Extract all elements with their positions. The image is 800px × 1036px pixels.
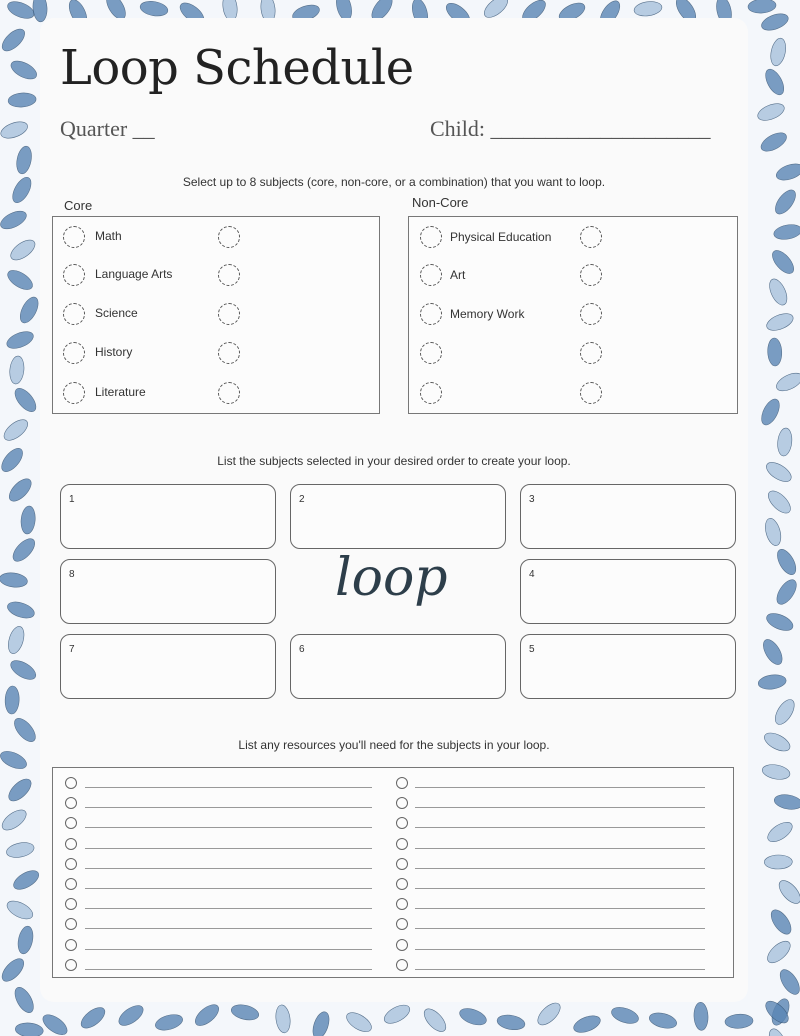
loop-slot-number: 6: [299, 644, 305, 655]
leaf-shape: [760, 636, 786, 667]
resource-checkbox[interactable]: [65, 838, 77, 850]
leaf-shape: [764, 818, 795, 845]
leaf-shape: [693, 1002, 708, 1031]
leaf-shape: [139, 0, 169, 18]
core-checkbox[interactable]: [63, 303, 85, 325]
noncore-heading: Non-Core: [412, 195, 469, 210]
loop-slot-number: 8: [69, 569, 75, 580]
leaf-shape: [763, 459, 794, 486]
leaf-shape: [8, 355, 25, 384]
loop-slot-number: 7: [69, 644, 75, 655]
loop-slot-box[interactable]: [520, 634, 736, 699]
resource-line[interactable]: [415, 848, 705, 849]
loop-slot-number: 2: [299, 494, 305, 505]
resource-line[interactable]: [415, 868, 705, 869]
leaf-shape: [5, 0, 36, 22]
leaf-shape: [16, 925, 35, 955]
leaf-shape: [11, 984, 37, 1015]
leaf-shape: [633, 0, 663, 18]
noncore-extra-checkbox[interactable]: [580, 264, 602, 286]
resource-line[interactable]: [85, 949, 372, 950]
leaf-shape: [771, 187, 799, 218]
leaf-shape: [11, 867, 42, 893]
resource-line[interactable]: [415, 807, 705, 808]
leaf-shape: [17, 294, 42, 325]
leaf-shape: [0, 955, 28, 985]
leaf-shape: [230, 1002, 260, 1022]
leaf-shape: [766, 1026, 790, 1036]
page-title: Loop Schedule: [60, 40, 414, 96]
noncore-checkbox[interactable]: [420, 382, 442, 404]
leaf-shape: [20, 505, 36, 534]
leaf-shape: [764, 310, 795, 333]
resource-checkbox[interactable]: [396, 878, 408, 890]
leaf-shape: [154, 1012, 185, 1033]
leaf-shape: [768, 37, 788, 67]
core-subject-label: Literature: [95, 385, 146, 399]
loop-slot-number: 4: [529, 569, 535, 580]
resource-checkbox[interactable]: [65, 939, 77, 951]
leaf-shape: [343, 1009, 374, 1036]
noncore-checkbox[interactable]: [420, 264, 442, 286]
leaf-shape: [610, 1004, 641, 1026]
resource-checkbox[interactable]: [396, 858, 408, 870]
leaf-shape: [192, 1001, 223, 1030]
core-checkbox[interactable]: [63, 226, 85, 248]
leaf-shape: [5, 475, 35, 505]
leaf-shape: [0, 748, 29, 772]
leaf-shape: [15, 1022, 44, 1036]
leaf-shape: [767, 338, 782, 367]
resource-line[interactable]: [85, 969, 372, 970]
resource-line[interactable]: [415, 949, 705, 950]
leaf-shape: [40, 1011, 71, 1036]
loop-slot-box[interactable]: [290, 484, 506, 549]
select-instruction: Select up to 8 subjects (core, non-core, or a combination) that you want to loop.: [182, 175, 606, 189]
leaf-shape: [9, 535, 38, 565]
resources-instruction: List any resources you'll need for the subjects in your loop.: [238, 738, 550, 752]
resource-checkbox[interactable]: [396, 959, 408, 971]
noncore-checkbox[interactable]: [420, 342, 442, 364]
resource-checkbox[interactable]: [396, 777, 408, 789]
resource-line[interactable]: [85, 848, 372, 849]
leaf-shape: [5, 686, 20, 715]
leaf-shape: [761, 763, 791, 782]
core-checkbox[interactable]: [63, 264, 85, 286]
leaf-shape: [759, 11, 790, 34]
quarter-field[interactable]: Quarter __: [60, 116, 155, 141]
leaf-shape: [773, 223, 800, 242]
leaf-shape: [534, 999, 564, 1029]
leaf-shape: [762, 66, 788, 97]
leaf-shape: [648, 1010, 679, 1031]
leaf-shape: [771, 696, 798, 727]
leaf-shape: [766, 276, 790, 307]
leaf-shape: [764, 937, 794, 966]
core-heading: Core: [64, 198, 93, 213]
resource-checkbox[interactable]: [396, 939, 408, 951]
noncore-checkbox[interactable]: [420, 303, 442, 325]
loop-slot-box[interactable]: [520, 559, 736, 624]
leaf-shape: [764, 610, 795, 634]
core-extra-checkbox[interactable]: [218, 382, 240, 404]
core-extra-checkbox[interactable]: [218, 342, 240, 364]
leaf-shape: [0, 571, 28, 589]
resource-checkbox[interactable]: [65, 858, 77, 870]
resource-line[interactable]: [85, 928, 372, 929]
leaf-shape: [747, 0, 776, 14]
resource-line[interactable]: [85, 888, 372, 889]
loop-slot-box[interactable]: [60, 559, 276, 624]
core-subject-label: History: [95, 345, 133, 359]
resource-line[interactable]: [415, 928, 705, 929]
leaf-shape: [0, 445, 26, 476]
leaf-shape: [774, 370, 800, 395]
loop-slot-number: 3: [529, 494, 535, 505]
leaf-shape: [765, 487, 795, 517]
leaf-shape: [11, 715, 40, 745]
leaf-shape: [0, 806, 30, 834]
resource-line[interactable]: [415, 969, 705, 970]
leaf-shape: [5, 328, 36, 351]
leaf-shape: [776, 427, 793, 456]
noncore-subject-label: Physical Education: [450, 230, 552, 244]
resource-checkbox[interactable]: [65, 777, 77, 789]
order-instruction: List the subjects selected in your desired order to create your loop.: [217, 454, 571, 468]
loop-slot-number: 5: [529, 644, 535, 655]
leaf-shape: [767, 907, 795, 938]
leaf-shape: [274, 1004, 291, 1034]
leaf-shape: [5, 625, 26, 656]
leaf-shape: [8, 657, 39, 683]
noncore-extra-checkbox[interactable]: [580, 342, 602, 364]
resource-line[interactable]: [85, 868, 372, 869]
core-extra-checkbox[interactable]: [218, 226, 240, 248]
loop-slot-box[interactable]: [60, 634, 276, 699]
leaf-shape: [5, 599, 36, 621]
leaf-shape: [725, 1014, 754, 1030]
resource-line[interactable]: [415, 888, 705, 889]
leaf-shape: [381, 1001, 412, 1027]
leaf-shape: [774, 161, 800, 184]
leaf-shape: [755, 100, 786, 123]
leaf-shape: [7, 236, 38, 264]
resource-checkbox[interactable]: [65, 959, 77, 971]
noncore-subject-label: Art: [450, 268, 466, 282]
noncore-subject-label: Memory Work: [450, 307, 525, 321]
leaf-shape: [775, 877, 800, 907]
core-subject-label: Math: [95, 229, 122, 243]
resource-line[interactable]: [415, 908, 705, 909]
leaf-shape: [496, 1013, 526, 1032]
leaf-shape: [0, 207, 29, 232]
leaf-shape: [0, 25, 28, 54]
leaf-shape: [310, 1010, 332, 1036]
leaf-shape: [758, 396, 783, 427]
leaf-shape: [774, 546, 800, 577]
leaf-shape: [5, 267, 36, 294]
resource-line[interactable]: [85, 807, 372, 808]
leaf-shape: [1, 416, 32, 444]
noncore-extra-checkbox[interactable]: [580, 226, 602, 248]
leaf-shape: [15, 145, 34, 175]
leaf-shape: [32, 0, 48, 22]
leaf-shape: [762, 729, 793, 754]
loop-slot-box[interactable]: [60, 484, 276, 549]
resource-checkbox[interactable]: [396, 838, 408, 850]
child-field[interactable]: Child: ____________________: [430, 116, 711, 141]
resource-line[interactable]: [415, 787, 705, 788]
resources-box: [52, 767, 734, 978]
leaf-shape: [11, 385, 40, 416]
leaf-shape: [0, 119, 30, 142]
leaf-shape: [8, 57, 39, 82]
resource-line[interactable]: [85, 787, 372, 788]
leaf-shape: [78, 1004, 109, 1032]
loop-slot-box[interactable]: [290, 634, 506, 699]
leaf-shape: [758, 129, 789, 155]
loop-slot-number: 1: [69, 494, 75, 505]
leaf-shape: [763, 517, 784, 548]
core-subject-label: Language Arts: [95, 267, 173, 281]
leaf-shape: [8, 92, 37, 108]
leaf-shape: [116, 1002, 147, 1030]
noncore-checkbox[interactable]: [420, 226, 442, 248]
noncore-extra-checkbox[interactable]: [580, 382, 602, 404]
loop-slot-box[interactable]: [520, 484, 736, 549]
leaf-shape: [457, 1005, 488, 1028]
leaf-shape: [9, 174, 35, 205]
leaf-shape: [4, 897, 35, 922]
leaf-shape: [5, 840, 35, 859]
resource-line[interactable]: [415, 827, 705, 828]
core-extra-checkbox[interactable]: [218, 264, 240, 286]
leaf-shape: [571, 1013, 602, 1036]
resource-line[interactable]: [85, 827, 372, 828]
leaf-shape: [776, 966, 800, 997]
loop-center-label: loop: [335, 548, 448, 608]
leaf-shape: [773, 576, 800, 607]
core-subject-label: Science: [95, 306, 138, 320]
resource-checkbox[interactable]: [65, 878, 77, 890]
core-checkbox[interactable]: [63, 342, 85, 364]
core-checkbox[interactable]: [63, 382, 85, 404]
leaf-shape: [420, 1005, 449, 1035]
leaf-shape: [769, 247, 798, 277]
leaf-shape: [5, 775, 35, 805]
leaf-shape: [773, 793, 800, 812]
resource-line[interactable]: [85, 908, 372, 909]
leaf-shape: [764, 855, 792, 869]
leaf-shape: [757, 673, 787, 691]
noncore-extra-checkbox[interactable]: [580, 303, 602, 325]
core-extra-checkbox[interactable]: [218, 303, 240, 325]
